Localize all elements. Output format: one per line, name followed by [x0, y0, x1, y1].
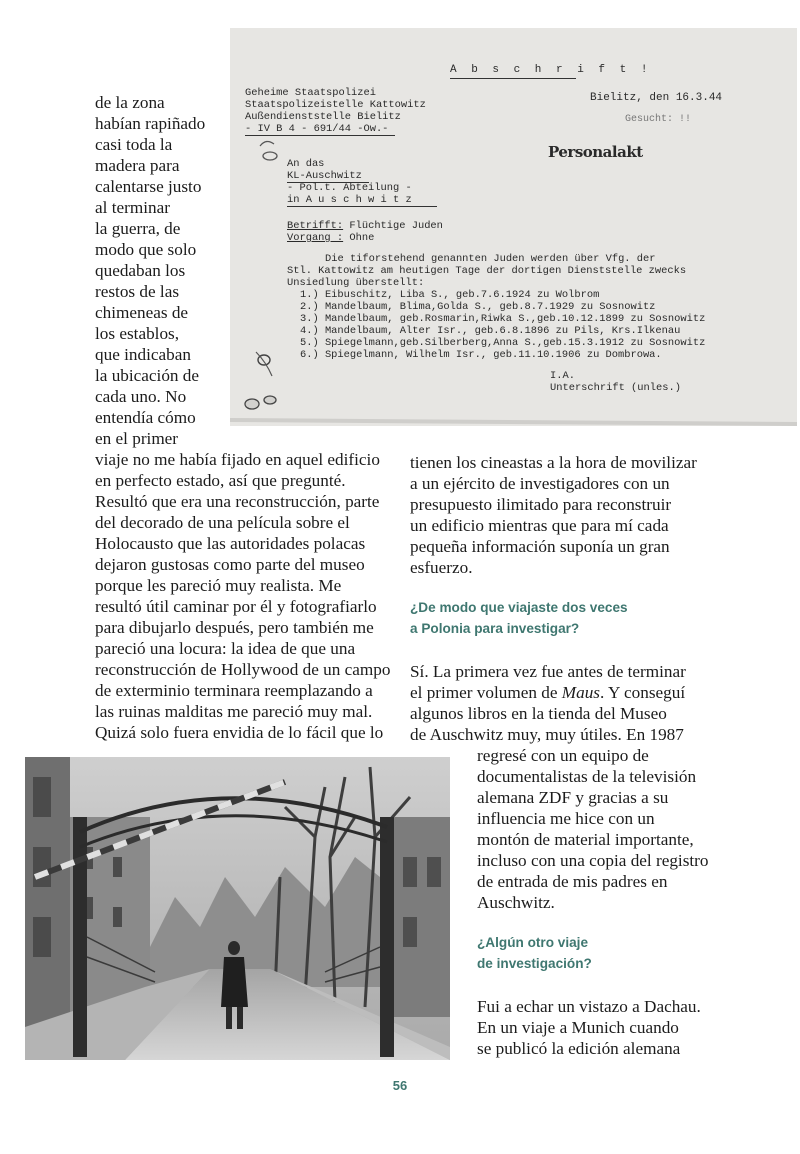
doc-vorgang-value: Ohne [349, 232, 375, 244]
answer-1-line-1: Sí. La primera vez fue antes de terminar [410, 662, 686, 681]
left-line-21: del decorado de una película sobre el [95, 513, 350, 532]
left-line-8: modo que solo [95, 240, 197, 259]
left-line-3: casi toda la [95, 135, 173, 154]
left-line-19: en perfecto estado, así que pregunté. [95, 471, 346, 490]
answer-1-line-8: influencia me hice con un [477, 809, 655, 828]
left-line-20: Resultó que era una reconstrucción, parte [95, 492, 380, 511]
doc-personal-stamp: Personalakt [548, 143, 643, 161]
doc-recipient-3: - Pol.t. Abteilung - [287, 182, 412, 194]
answer-2-line-1: Fui a echar un vistazo a Dachau. [477, 997, 701, 1016]
left-line-2: habían rapiñado [95, 114, 206, 133]
answer-1-line-12: Auschwitz. [477, 893, 555, 912]
doc-body-1: Die tiforstehend genannten Juden werden über Vfg. der [325, 253, 656, 265]
answer-1-line-11: de entrada de mis padres en [477, 872, 668, 891]
doc-title: A b s c h r i f t ! [450, 64, 652, 76]
doc-body-3: Unsiedlung überstellt: [287, 277, 425, 289]
doc-body-2: Stl. Kattowitz am heutigen Tage der dortigen Dienststelle zwecks [287, 265, 687, 277]
left-line-15: cada uno. No [95, 387, 187, 406]
question-2-line-2: de investigación? [477, 956, 592, 971]
question-2-line-1: ¿Algún otro viaje [477, 935, 589, 950]
left-line-12: los establos, [95, 324, 180, 343]
left-line-1: de la zona [95, 93, 165, 112]
question-1-line-1: ¿De modo que viajaste dos veces [410, 600, 628, 615]
left-line-31: Quizá solo fuera envidia de lo fácil que lo [95, 723, 384, 742]
right-line-3: presupuesto ilimitado para reconstruir [410, 495, 672, 514]
doc-list-6: 6.) Spiegelmann, Wilhelm Isr., geb.11.10.1906 zu Dombrowa. [300, 349, 662, 361]
doc-punch-marks [230, 28, 797, 426]
doc-sender-4: - IV B 4 - 691/44 -Ow.- [245, 123, 389, 135]
auschwitz-gate-photo [25, 757, 450, 1060]
left-line-10: restos de las [95, 282, 180, 301]
answer-1-line-2 [410, 682, 685, 703]
left-line-5: calentarse justo [95, 177, 202, 196]
left-line-17: en el primer [95, 429, 179, 448]
answer-1-line-5: regresé con un equipo de [477, 746, 649, 765]
left-line-26: para dibujarlo después, pero también me [95, 618, 374, 637]
right-line-4: un edificio mientras que para mí cada [410, 516, 669, 535]
document-photo [230, 28, 797, 426]
gate-photo-drawing [25, 757, 450, 1060]
doc-sender-2: Staatspolizeistelle Kattowitz [245, 99, 426, 111]
doc-list-1: 1.) Eibuschitz, Liba S., geb.7.6.1924 zu Wolbrom [300, 289, 600, 301]
doc-sender-3: Außendienststelle Bielitz [245, 111, 401, 123]
doc-list-2: 2.) Mandelbaum, Blima,Golda S., geb.8.7.1929 zu Sosnowitz [300, 301, 656, 313]
left-line-9: quedaban los [95, 261, 186, 280]
answer-1-line-7: alemana ZDF y gracias a su [477, 788, 669, 807]
left-line-29: de exterminio terminara reemplazando a [95, 681, 373, 700]
answer-2-line-2: En un viaje a Munich cuando [477, 1018, 679, 1037]
maus-title: Maus [561, 683, 600, 702]
answer-1-line-9: montón de material importante, [477, 830, 694, 849]
right-line-2: a un ejército de investigadores con un [410, 474, 670, 493]
left-line-4: madera para [95, 156, 180, 175]
answer-1-line-2-start: el primer volumen de [410, 683, 562, 702]
doc-betrifft-label: Betrifft: [287, 220, 344, 232]
left-line-13: que indicaban [95, 345, 191, 364]
answer-1-line-10: incluso con una copia del registro [477, 851, 709, 870]
doc-vorgang-label: Vorgang : [287, 232, 344, 244]
doc-sender-1: Geheime Staatspolizei [245, 87, 376, 99]
right-line-1: tienen los cineastas a la hora de movilizar [410, 453, 697, 472]
left-line-25: resultó útil caminar por él y fotografiarlo [95, 597, 377, 616]
answer-1-line-3: algunos libros en la tienda del Museo [410, 704, 667, 723]
answer-1-line-6: documentalistas de la televisión [477, 767, 697, 786]
left-line-7: la guerra, de [95, 219, 181, 238]
doc-signoff-1: I.A. [550, 370, 575, 382]
doc-handwritten-stamp: Gesucht: !! [625, 114, 692, 125]
left-line-27: pareció una locura: la idea de que una [95, 639, 356, 658]
right-line-6: esfuerzo. [410, 558, 473, 577]
answer-1-line-4: de Auschwitz muy, muy útiles. En 1987 [410, 725, 684, 744]
left-line-18: viaje no me había fijado en aquel edificio [95, 450, 380, 469]
doc-recipient-2: KL-Auschwitz [287, 170, 362, 182]
doc-signoff-2: Unterschrift (unles.) [550, 382, 681, 394]
left-line-24: porque les pareció muy realista. Me [95, 576, 342, 595]
doc-list-4: 4.) Mandelbaum, Alter Isr., geb.6.8.1896 zu Pils, Krs.Ilkenau [300, 325, 681, 337]
doc-place-date: Bielitz, den 16.3.44 [590, 92, 723, 104]
doc-list-5: 5.) Spiegelmann,geb.Silberberg,Anna S.,geb.15.3.1912 zu Sosnowitz [300, 337, 706, 349]
left-line-6: al terminar [95, 198, 170, 217]
left-line-28: reconstrucción de Hollywood de un campo [95, 660, 391, 679]
left-line-30: las ruinas malditas me pareció muy mal. [95, 702, 373, 721]
left-line-14: la ubicación de [95, 366, 200, 385]
right-line-5: pequeña información suponía un gran [410, 537, 670, 556]
left-line-11: chimeneas de [95, 303, 189, 322]
page-number: 56 [392, 1078, 408, 1093]
doc-betrifft-value: Flüchtige Juden [349, 220, 443, 232]
left-line-16: entendía cómo [95, 408, 196, 427]
doc-list-3: 3.) Mandelbaum, geb.Rosmarin,Riwka S.,geb.10.12.1899 zu Sosnowitz [300, 313, 706, 325]
answer-1-line-2-end: . Y conseguí [599, 683, 686, 702]
doc-recipient-4: in A u s c h w i t z [287, 194, 412, 206]
left-line-23: dejaron gustosas como parte del museo [95, 555, 365, 574]
doc-recipient-1: An das [287, 158, 325, 170]
answer-2-line-3: se publicó la edición alemana [477, 1039, 681, 1058]
question-1-line-2: a Polonia para investigar? [410, 621, 580, 636]
left-line-22: Holocausto que las autoridades polacas [95, 534, 366, 553]
